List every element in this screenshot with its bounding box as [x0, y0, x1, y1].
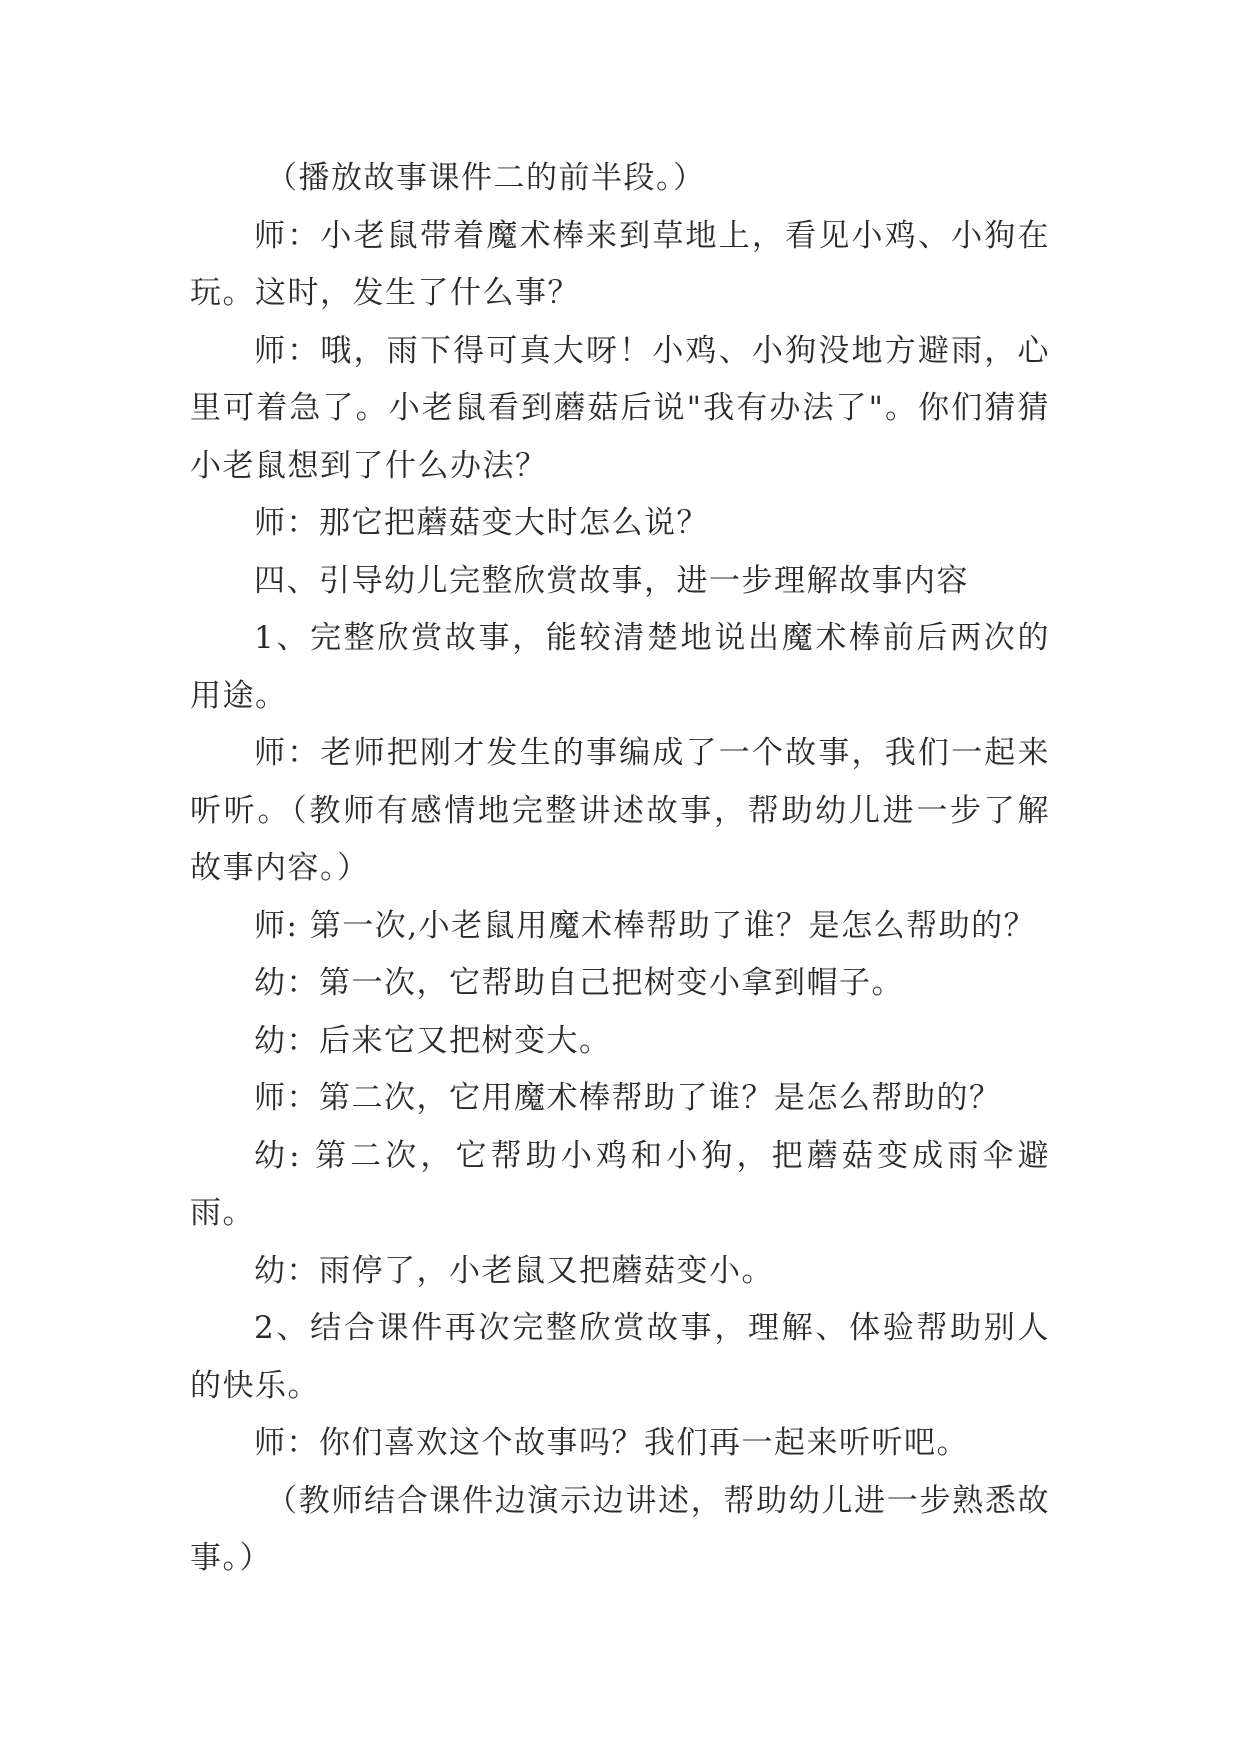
paragraph-teacher-line: 师：小老鼠带着魔术棒来到草地上，看见小鸡、小狗在玩。这时，发生了什么事？	[190, 217, 1050, 311]
paragraph-child-line: 幼：雨停了，小老鼠又把蘑菇变小。	[254, 1252, 774, 1289]
paragraph-stage-direction: （教师结合课件边演示边讲述，帮助幼儿进一步熟悉故事。）	[190, 1482, 1050, 1576]
paragraph-teacher-line: 师：那它把蘑菇变大时怎么说？	[254, 505, 709, 541]
document-page	[190, 150, 1050, 1588]
paragraph-child-line: 幼：第一次，它帮助自己把树变小拿到帽子。	[254, 965, 904, 1001]
paragraph-teacher-line: 师：第二次，它用魔术棒帮助了谁？是怎么帮助的？	[254, 1080, 1002, 1116]
paragraph-stage-direction: （播放故事课件二的前半段。）	[266, 160, 706, 196]
paragraph-teacher-line: 师：你们喜欢这个故事吗？我们再一起来听听吧。	[254, 1425, 969, 1461]
paragraph-child-line: 幼: 第二次，它帮助小鸡和小狗，把蘑菇变成雨伞避雨。	[190, 1137, 1050, 1231]
section-heading: 四、引导幼儿完整欣赏故事，进一步理解故事内容	[254, 562, 969, 599]
paragraph-teacher-line: 师: 第一次,小老鼠用魔术棒帮助了谁？是怎么帮助的？	[254, 907, 1037, 944]
paragraph-teacher-line: 师：哦，雨下得可真大呀！小鸡、小狗没地方避雨，心里可着急了。小老鼠看到蘑菇后说"我有办法了"。你们猜猜小老鼠想到了什么办法？	[190, 332, 1050, 484]
paragraph-teacher-line: 师：老师把刚才发生的事编成了一个故事，我们一起来听听。（教师有感情地完整讲述故事，帮助幼儿进一步了解故事内容。）	[190, 735, 1050, 886]
paragraph-child-line: 幼：后来它又把树变大。	[254, 1022, 612, 1059]
step-heading: 2、结合课件再次完整欣赏故事，理解、体验帮助别人的快乐。	[190, 1310, 1050, 1404]
step-heading: 1、完整欣赏故事，能较清楚地说出魔术棒前后两次的用途。	[190, 620, 1050, 714]
